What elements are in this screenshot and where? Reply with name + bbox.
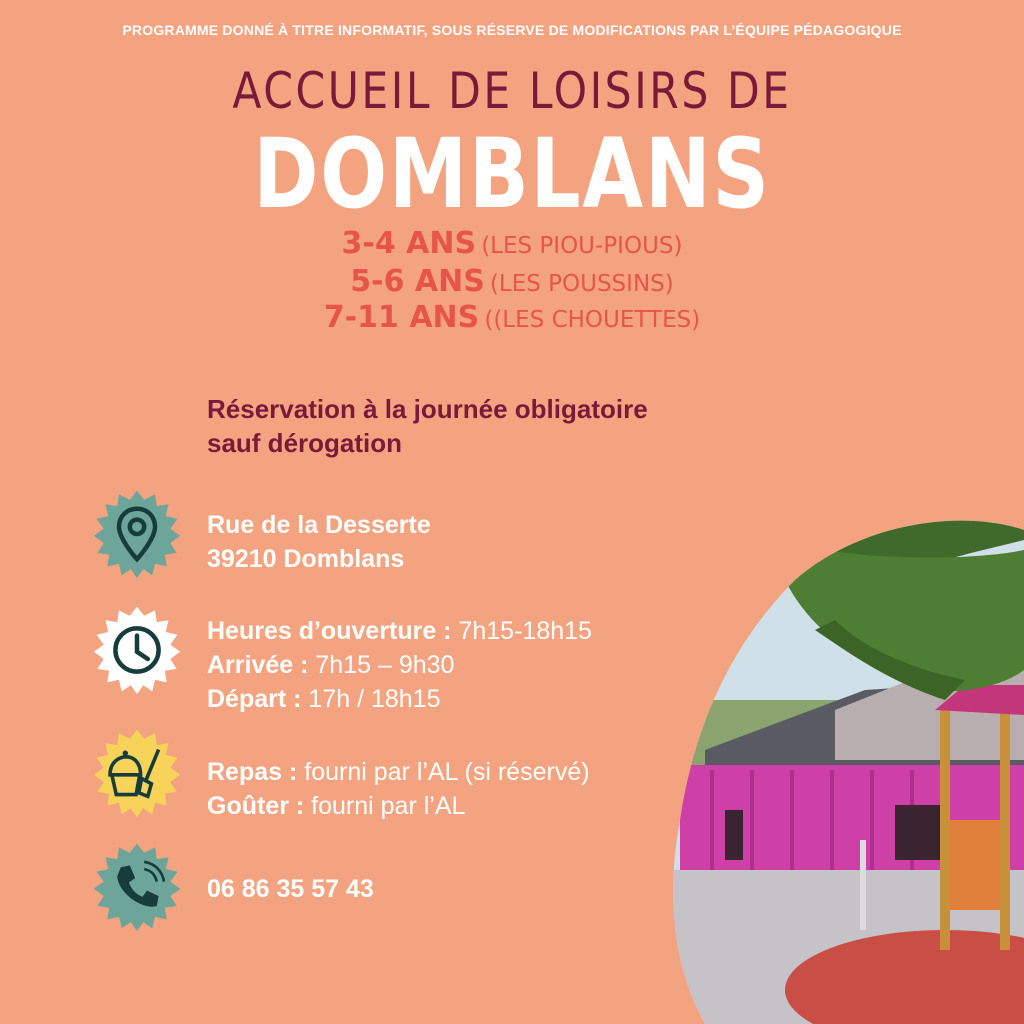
phone-icon xyxy=(92,842,182,932)
hours-block xyxy=(207,614,592,716)
phone-number[interactable]: 06 86 35 57 43 xyxy=(207,875,374,903)
cupcake-icon xyxy=(92,728,182,818)
clock-icon xyxy=(92,605,182,695)
address-line2: 39210 Domblans xyxy=(207,545,405,573)
address-block xyxy=(207,508,431,576)
address-line1: Rue de la Desserte xyxy=(207,511,431,539)
snack-info: Goûter : fourni par l’AL xyxy=(207,792,466,820)
disclaimer: PROGRAMME DONNÉ À TITRE INFORMATIF, SOUS RÉSERVE DE MODIFICATIONS PAR L’ÉQUIPE PÉDAGOGIQUE xyxy=(122,22,902,38)
age-group-name: (LES PIOU-PIOUS) xyxy=(481,233,683,259)
age-group-2 xyxy=(0,264,1024,299)
arrival-hours: Arrivée : 7h15 – 9h30 xyxy=(207,651,455,679)
meal-info: Repas : fourni par l’AL (si réservé) xyxy=(207,758,590,786)
title-line1: ACCUEIL DE LOISIRS DE xyxy=(232,62,792,120)
phone-block xyxy=(207,872,374,906)
age-group-1 xyxy=(0,226,1024,261)
building-photo xyxy=(665,520,1024,1024)
reservation-notice xyxy=(207,392,827,460)
meals-block xyxy=(207,755,590,823)
age-group-name: ((LES CHOUETTES) xyxy=(484,307,701,333)
age-group-name: (LES POUSSINS) xyxy=(489,271,674,297)
departure-hours: Départ : 17h / 18h15 xyxy=(207,685,441,713)
age-range: 3-4 ANS xyxy=(341,226,477,261)
title-line2: DOMBLANS xyxy=(253,118,771,230)
location-pin-icon xyxy=(92,489,182,579)
age-group-3 xyxy=(0,300,1024,335)
age-range: 7-11 ANS xyxy=(323,300,480,335)
reservation-line2: sauf dérogation xyxy=(207,428,403,458)
reservation-line1: Réservation à la journée obligatoire xyxy=(207,394,648,424)
opening-hours: Heures d’ouverture : 7h15-18h15 xyxy=(207,617,592,645)
age-range: 5-6 ANS xyxy=(350,264,485,299)
